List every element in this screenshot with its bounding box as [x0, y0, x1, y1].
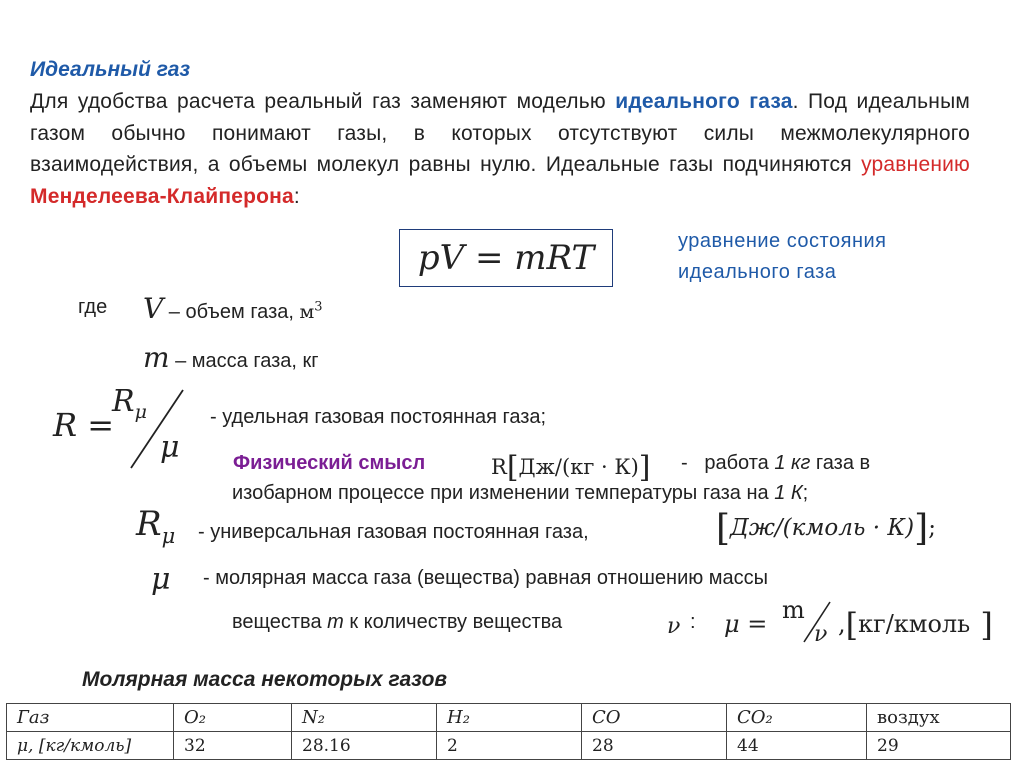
molar-mass-line2: [232, 611, 562, 634]
physical-meaning-line1: [681, 452, 870, 475]
value-h2: 2: [437, 732, 582, 760]
state-equation-box: [399, 229, 613, 287]
r-sub: μ: [134, 401, 147, 423]
para-text-1: Для удобства расчета реальный газ заменяют моделью: [30, 90, 616, 113]
molar-mass-symbol: μ: [151, 562, 171, 597]
molar-formula-lhs: [724, 610, 767, 638]
header-co2: CO₂: [727, 704, 867, 732]
line2-text-b: к количеству вещества: [343, 611, 563, 633]
dash: -: [681, 452, 688, 474]
row-label: μ, [кг/кмоль]: [7, 732, 174, 760]
line2-m: m: [327, 611, 344, 633]
universal-r-symbol: [136, 504, 175, 548]
equation-note-line2: идеального газа: [678, 261, 837, 283]
specific-r-lhs: R =: [53, 406, 115, 444]
m-text: – масса газа, кг: [169, 350, 319, 372]
nu-colon: :: [690, 611, 696, 633]
value-co: 28: [582, 732, 727, 760]
v-symbol: V: [143, 292, 164, 325]
line1-b: газа в: [810, 452, 871, 474]
mu-equals: μ =: [724, 610, 768, 638]
physical-meaning-label: Физический смысл: [233, 452, 426, 474]
para-colon: :: [293, 184, 300, 208]
v-unit: м: [299, 301, 315, 323]
header-co: CO: [582, 704, 727, 732]
universal-r-unit: [Дж/(кмоль · К)];: [716, 508, 936, 549]
value-co2: 44: [727, 732, 867, 760]
universal-r-text: - универсальная газовая постоянная газа,: [198, 521, 589, 543]
molar-mass-table: [6, 703, 1011, 760]
header-o2: O₂: [174, 704, 292, 732]
value-o2: 32: [174, 732, 292, 760]
m-symbol: m: [143, 341, 170, 374]
intro-paragraph: [30, 86, 970, 212]
specific-r-text: - удельная газовая постоянная газа;: [210, 406, 547, 428]
formula-sep: ,: [838, 610, 846, 638]
unit-body: Дж/(кг · К): [518, 455, 639, 479]
universal-r-sub: μ: [161, 523, 176, 548]
r-letter: R: [112, 384, 135, 419]
header-air: воздух: [867, 704, 1011, 732]
table-title: Молярная масса некоторых газов: [82, 668, 448, 691]
universal-unit-body: Дж/(кмоль · К): [730, 515, 915, 541]
molar-mass-line1: - молярная масса газа (вещества) равная отношению массы: [203, 567, 769, 589]
value-n2: 28.16: [292, 732, 437, 760]
line1-a: работа: [704, 452, 775, 474]
para-text-2: . Под идеальным газом обычно понимают газы, в которых отсутствуют силы межмолекулярного взаимодействия, а объемы молекул равны нулю. Идеальные газы подчиняются: [30, 90, 970, 176]
header-gas: Газ: [7, 704, 174, 732]
specific-r-denominator: μ: [160, 430, 180, 465]
section-title: Идеальный газ: [30, 58, 191, 81]
line1-italic: 1 кг: [774, 452, 811, 474]
ideal-gas-term: идеального газа: [615, 90, 793, 113]
header-n2: N₂: [292, 704, 437, 732]
mendeleev-name: Менделеева-Клайперона: [30, 184, 294, 208]
molar-formula-den: ν: [814, 622, 828, 647]
where-label: где: [78, 296, 108, 318]
state-equation: pV = mRT: [417, 238, 595, 278]
unit-r: R: [491, 455, 507, 479]
molar-formula-num: m: [782, 596, 805, 624]
table-row: [7, 732, 1011, 760]
molar-unit-body: кг/кмоль: [858, 610, 971, 638]
equation-note: [678, 226, 887, 288]
value-air: 29: [867, 732, 1011, 760]
universal-end: ;: [928, 515, 936, 541]
universal-r-letter: R: [136, 504, 162, 544]
mass-definition: [143, 341, 319, 374]
equation-word: уравнению: [861, 153, 970, 176]
v-unit-exp: 3: [314, 299, 323, 315]
equation-note-line1: уравнение состояния: [678, 230, 887, 252]
volume-definition: [143, 292, 323, 325]
line2-text-a: вещества: [232, 611, 328, 633]
line2-a: изобарном процессе при изменении температуры газа на: [232, 482, 775, 504]
molar-formula-unit: ,[кг/кмоль ]: [838, 606, 993, 644]
line2-italic: 1 К: [774, 482, 803, 504]
physical-meaning-line2: [232, 482, 808, 505]
v-text: – объем газа,: [163, 301, 300, 323]
line2-b: ;: [802, 482, 809, 504]
nu-symbol: ν: [667, 614, 681, 639]
table-header-row: [7, 704, 1011, 732]
header-h2: H₂: [437, 704, 582, 732]
physical-meaning-unit: R[Дж/(кг · К)]: [491, 450, 651, 485]
